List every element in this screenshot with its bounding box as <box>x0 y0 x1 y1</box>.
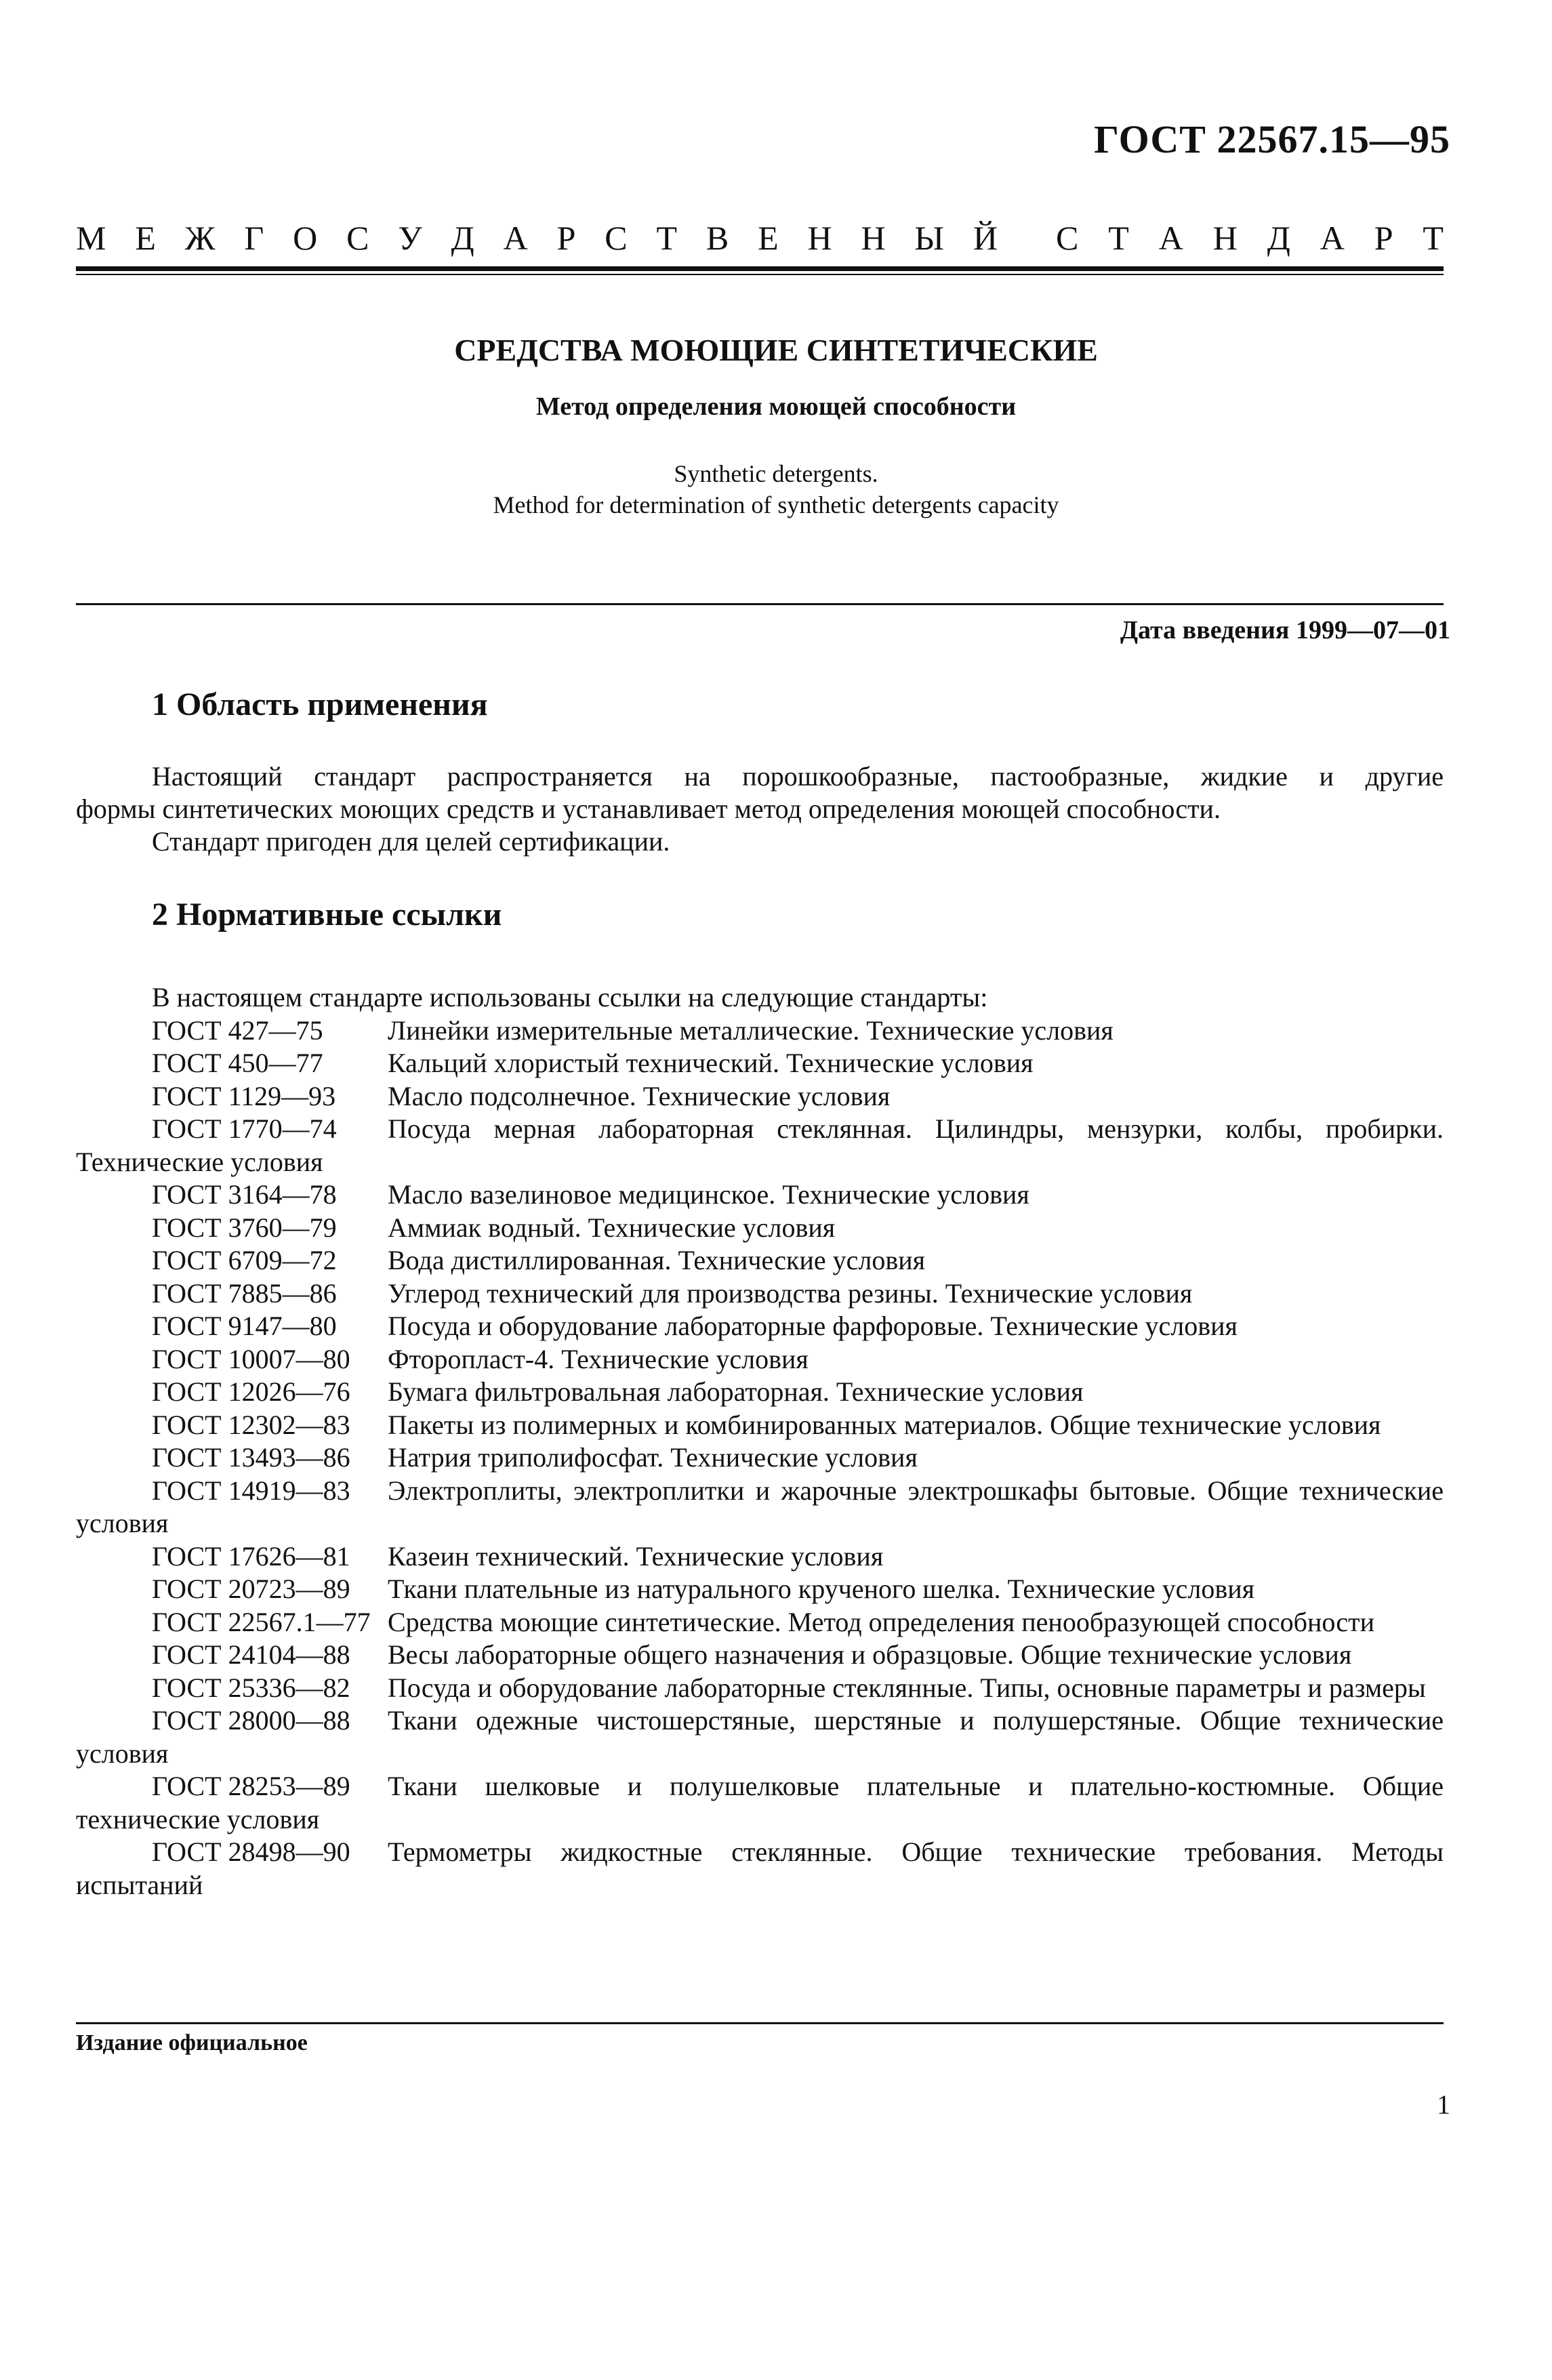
reference-code: ГОСТ 3760—79 <box>152 1212 337 1243</box>
paragraph-line: Стандарт пригоден для целей сертификации. <box>152 826 670 857</box>
reference-code: ГОСТ 12302—83 <box>152 1409 350 1440</box>
section-scope-text <box>76 760 1444 858</box>
banner-letter: Д <box>451 219 474 257</box>
reference-item <box>76 1244 1444 1277</box>
banner-letter: Е <box>758 219 779 257</box>
reference-item <box>76 1277 1444 1311</box>
reference-code: ГОСТ 20723—89 <box>152 1574 350 1604</box>
reference-item <box>76 1606 1444 1639</box>
reference-title: Натрия триполифосфат. Технические условия <box>388 1442 918 1473</box>
reference-title: Ткани одежные чистошерстяные, шерстяные и полушерстяные. Общие технические условия <box>76 1705 1444 1769</box>
banner-letter: А <box>1158 219 1183 257</box>
reference-code: ГОСТ 6709—72 <box>152 1245 337 1275</box>
reference-title: Вода дистиллированная. Технические условия <box>388 1245 926 1275</box>
section-heading-references: 2 Нормативные ссылки <box>152 897 502 932</box>
reference-title: Посуда мерная лабораторная стеклянная. Цилиндры, мензурки, колбы, пробирки. Технические условия <box>76 1113 1444 1177</box>
reference-item <box>76 1704 1444 1770</box>
reference-title: Посуда и оборудование лабораторные стеклянные. Типы, основные параметры и размеры <box>388 1672 1426 1703</box>
reference-item <box>76 1080 1444 1113</box>
document-subtitle: Метод определения моющей способности <box>535 392 1017 421</box>
reference-title: Углерод технический для производства резины. Технические условия <box>388 1277 1193 1309</box>
banner-letter: Ж <box>184 219 216 257</box>
paragraph-line: Настоящий стандарт распространяется на порошкообразные, пастообразные, жидкие и другие <box>152 761 1444 792</box>
reference-item <box>76 1672 1444 1705</box>
reference-code: ГОСТ 3164—78 <box>152 1179 337 1210</box>
reference-title: Весы лабораторные общего назначения и образцовые. Общие технические условия <box>388 1639 1352 1670</box>
reference-title: Масло вазелиновое медицинское. Технические условия <box>388 1179 1029 1210</box>
banner-letter: С <box>1056 219 1079 257</box>
english-title-line: Synthetic detergents. <box>674 460 878 487</box>
banner-letter: С <box>605 219 628 257</box>
banner-letter: Г <box>244 219 264 257</box>
reference-item <box>76 1310 1444 1343</box>
reference-title: Аммиак водный. Технические условия <box>388 1212 836 1243</box>
banner-letter: В <box>706 219 729 257</box>
banner-letter: Т <box>1108 219 1129 257</box>
banner-word-interstate <box>76 218 998 258</box>
banner-letter: Н <box>1212 219 1238 257</box>
banner-letter: С <box>346 219 369 257</box>
reference-item <box>76 1178 1444 1212</box>
reference-code: ГОСТ 10007—80 <box>152 1343 350 1374</box>
reference-code: ГОСТ 13493—86 <box>152 1442 350 1473</box>
reference-title: Пакеты из полимерных и комбинированных материалов. Общие технические условия <box>388 1409 1381 1440</box>
reference-code: ГОСТ 28498—90 <box>152 1837 350 1867</box>
reference-code: ГОСТ 22567.1—77 <box>152 1606 371 1637</box>
reference-item <box>76 1409 1444 1442</box>
page-number: 1 <box>1437 2089 1450 2120</box>
banner-word-standard <box>1056 218 1444 258</box>
reference-title: Средства моющие синтетические. Метод определения пенообразующей способности <box>388 1606 1375 1637</box>
reference-title: Бумага фильтровальная лабораторная. Технические условия <box>388 1376 1084 1407</box>
reference-title: Посуда и оборудование лабораторные фарфоровые. Технические условия <box>388 1311 1238 1341</box>
reference-code: ГОСТ 450—77 <box>152 1048 323 1078</box>
reference-title: Фторопласт-4. Технические условия <box>388 1343 809 1374</box>
banner-letter: Ы <box>914 219 945 257</box>
banner-letter: А <box>503 219 528 257</box>
reference-title: Казеин технический. Технические условия <box>388 1540 884 1572</box>
reference-item <box>76 1475 1444 1540</box>
reference-code: ГОСТ 9147—80 <box>152 1311 337 1341</box>
reference-code: ГОСТ 14919—83 <box>152 1475 350 1506</box>
banner-letter: О <box>293 219 318 257</box>
reference-code: ГОСТ 25336—82 <box>152 1672 350 1703</box>
reference-title: Электроплиты, электроплитки и жарочные электрошкафы бытовые. Общие технические условия <box>76 1475 1444 1538</box>
reference-code: ГОСТ 1129—93 <box>152 1080 336 1111</box>
reference-title: Линейки измерительные металлические. Технические условия <box>388 1014 1114 1046</box>
header-rule-thin <box>76 274 1444 275</box>
reference-item <box>76 1113 1444 1178</box>
banner-letter: А <box>1320 219 1345 257</box>
banner-letter: Е <box>135 219 156 257</box>
reference-item <box>76 1836 1444 1902</box>
reference-code: ГОСТ 1770—74 <box>152 1113 337 1144</box>
banner-letter: Т <box>1423 219 1444 257</box>
edition-label: Издание официальное <box>76 2030 308 2055</box>
banner-letter: Д <box>1267 219 1290 257</box>
banner-letter: Р <box>1374 219 1393 257</box>
reference-code: ГОСТ 7885—86 <box>152 1277 337 1309</box>
reference-item <box>76 1770 1444 1836</box>
reference-item <box>76 1573 1444 1606</box>
document-number: ГОСТ 22567.15—95 <box>1094 117 1450 161</box>
introduction-date: Дата введения 1999—07—01 <box>1120 616 1450 644</box>
banner-letter: Й <box>973 219 998 257</box>
paragraph-line: формы синтетических моющих средств и устанавливает метод определения моющей способности. <box>76 794 1221 824</box>
section-heading-scope: 1 Область применения <box>152 686 488 722</box>
reference-code: ГОСТ 17626—81 <box>152 1540 350 1572</box>
reference-item <box>76 1343 1444 1376</box>
normative-references-list <box>76 981 1444 1902</box>
reference-item <box>76 1212 1444 1245</box>
reference-title: Масло подсолнечное. Технические условия <box>388 1080 891 1111</box>
reference-title: Ткани плательные из натурального крученого шелка. Технические условия <box>388 1574 1255 1604</box>
reference-item <box>76 1014 1444 1048</box>
title-rule <box>76 603 1444 605</box>
reference-code: ГОСТ 427—75 <box>152 1014 323 1046</box>
english-title-line: Method for determination of synthetic detergents capacity <box>493 491 1059 518</box>
reference-item <box>76 1441 1444 1475</box>
reference-code: ГОСТ 12026—76 <box>152 1376 350 1407</box>
standard-banner <box>76 218 1444 258</box>
reference-code: ГОСТ 28253—89 <box>152 1771 350 1801</box>
reference-item <box>76 1047 1444 1080</box>
reference-item <box>76 1540 1444 1574</box>
banner-letter: Н <box>861 219 886 257</box>
header-rule-thick <box>76 266 1444 271</box>
reference-item <box>76 1639 1444 1672</box>
banner-letter: Т <box>656 219 677 257</box>
reference-code: ГОСТ 28000—88 <box>152 1705 350 1736</box>
footer-rule <box>76 2022 1444 2024</box>
reference-code: ГОСТ 24104—88 <box>152 1639 350 1670</box>
reference-title: Кальций хлористый технический. Технические условия <box>388 1048 1034 1078</box>
reference-items <box>76 1014 1444 1902</box>
banner-letter: У <box>398 219 422 257</box>
banner-letter: Н <box>807 219 832 257</box>
reference-item <box>76 1376 1444 1409</box>
english-title <box>0 458 1552 520</box>
banner-letter: М <box>76 219 106 257</box>
references-intro: В настоящем стандарте использованы ссылки на следующие стандарты: <box>152 982 988 1012</box>
document-title: СРЕДСТВА МОЮЩИЕ СИНТЕТИЧЕСКИЕ <box>454 333 1098 367</box>
reference-title: Термометры жидкостные стеклянные. Общие технические требования. Методы испытаний <box>76 1837 1444 1900</box>
banner-letter: Р <box>556 219 576 257</box>
reference-title: Ткани шелковые и полушелковые плательные и плательно-костюмные. Общие технические условия <box>76 1771 1444 1834</box>
